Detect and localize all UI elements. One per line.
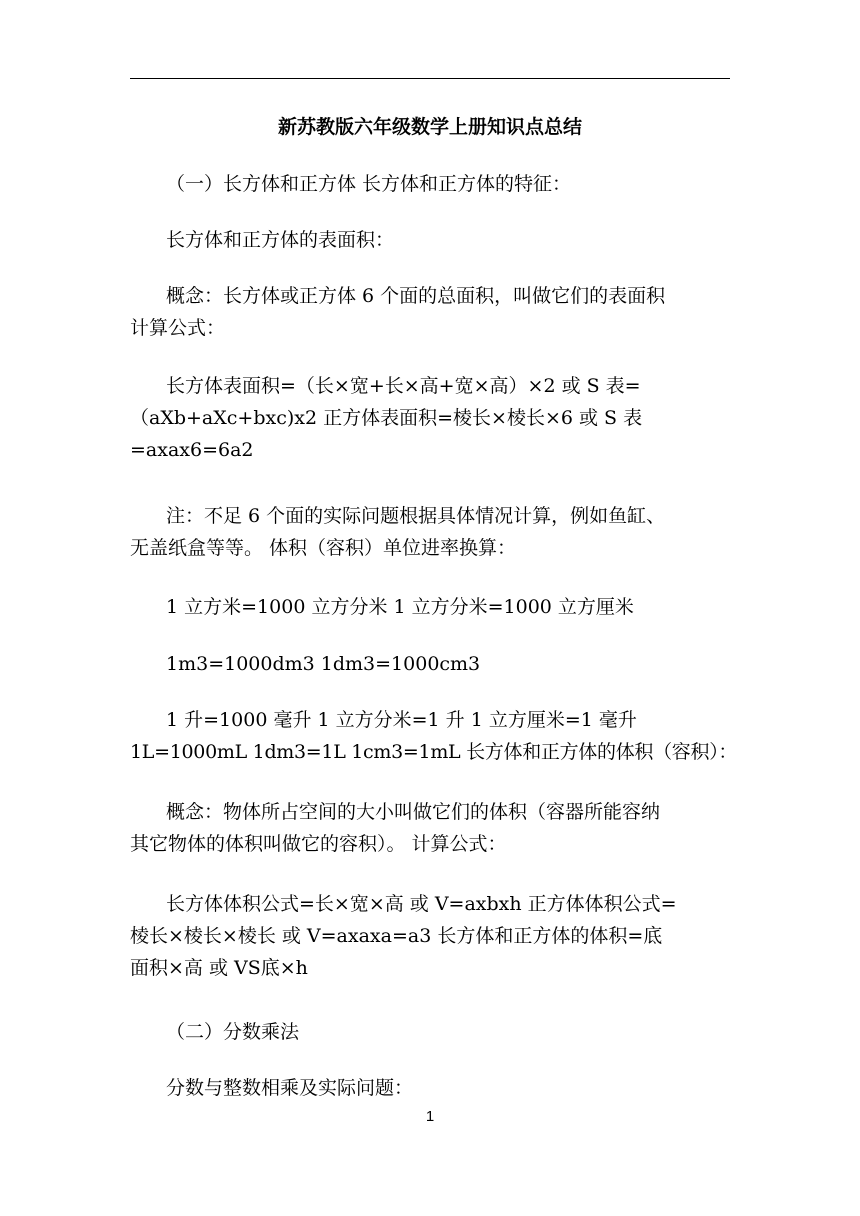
text-line: 棱长×棱长×棱长 或 V=axaxa=a3 长方体和正方体的体积=底 (130, 925, 663, 947)
paragraph (130, 704, 738, 768)
text-line: 注：不足 6 个面的实际问题根据具体情况计算，例如鱼缸、 (166, 505, 666, 527)
paragraph (130, 370, 730, 466)
paragraph (130, 500, 730, 564)
paragraph (130, 168, 730, 200)
text-line: 1L=1000mL 1dm3=1L 1cm3=1mL 长方体和正方体的体积（容积）： (130, 741, 738, 763)
text-line: （一）长方体和正方体 长方体和正方体的特征： (166, 173, 572, 195)
paragraph (130, 280, 730, 344)
paragraph (130, 796, 730, 860)
document-title: 新苏教版六年级数学上册知识点总结 (277, 116, 582, 138)
text-line: 概念：物体所占空间的大小叫做它们的体积（容器所能容纳 (166, 801, 661, 823)
text-line: 无盖纸盒等等。 体积（容积）单位进率换算： (130, 537, 517, 559)
text-line: 分数与整数相乘及实际问题： (166, 1077, 414, 1099)
text-line: =axax6=6a2 (130, 439, 254, 461)
paragraph (130, 888, 730, 984)
text-line: 其它物体的体积叫做它的容积）。 计算公式： (130, 833, 507, 855)
paragraph (130, 648, 730, 680)
paragraph (130, 1072, 730, 1104)
header-rule (130, 78, 730, 79)
paragraph (130, 591, 730, 623)
text-line: 概念：长方体或正方体 6 个面的总面积，叫做它们的表面积 (166, 285, 666, 307)
text-line: （二）分数乘法 (166, 1021, 300, 1043)
text-line: 1 升=1000 毫升 1 立方分米=1 升 1 立方厘米=1 毫升 (166, 709, 637, 731)
paragraph (130, 224, 730, 256)
text-line: 长方体表面积=（长×宽+长×高+宽×高）×2 或 S 表= (166, 375, 641, 397)
text-line: 计算公式： (130, 317, 226, 339)
text-line: 1 立方米=1000 立方分米 1 立方分米=1000 立方厘米 (166, 596, 634, 618)
page-number: 1 (425, 1108, 435, 1125)
paragraph (130, 1016, 730, 1048)
text-line: （aXb+aXc+bxc)x2 正方体表面积=棱长×棱长×6 或 S 表 (130, 407, 643, 429)
text-line: 面积×高 或 VS底×h (130, 957, 308, 979)
text-line: 长方体体积公式=长×宽×高 或 V=axbxh 正方体体积公式= (166, 893, 677, 915)
text-line: 长方体和正方体的表面积： (166, 229, 395, 251)
text-line: 1m3=1000dm3 1dm3=1000cm3 (166, 653, 481, 675)
